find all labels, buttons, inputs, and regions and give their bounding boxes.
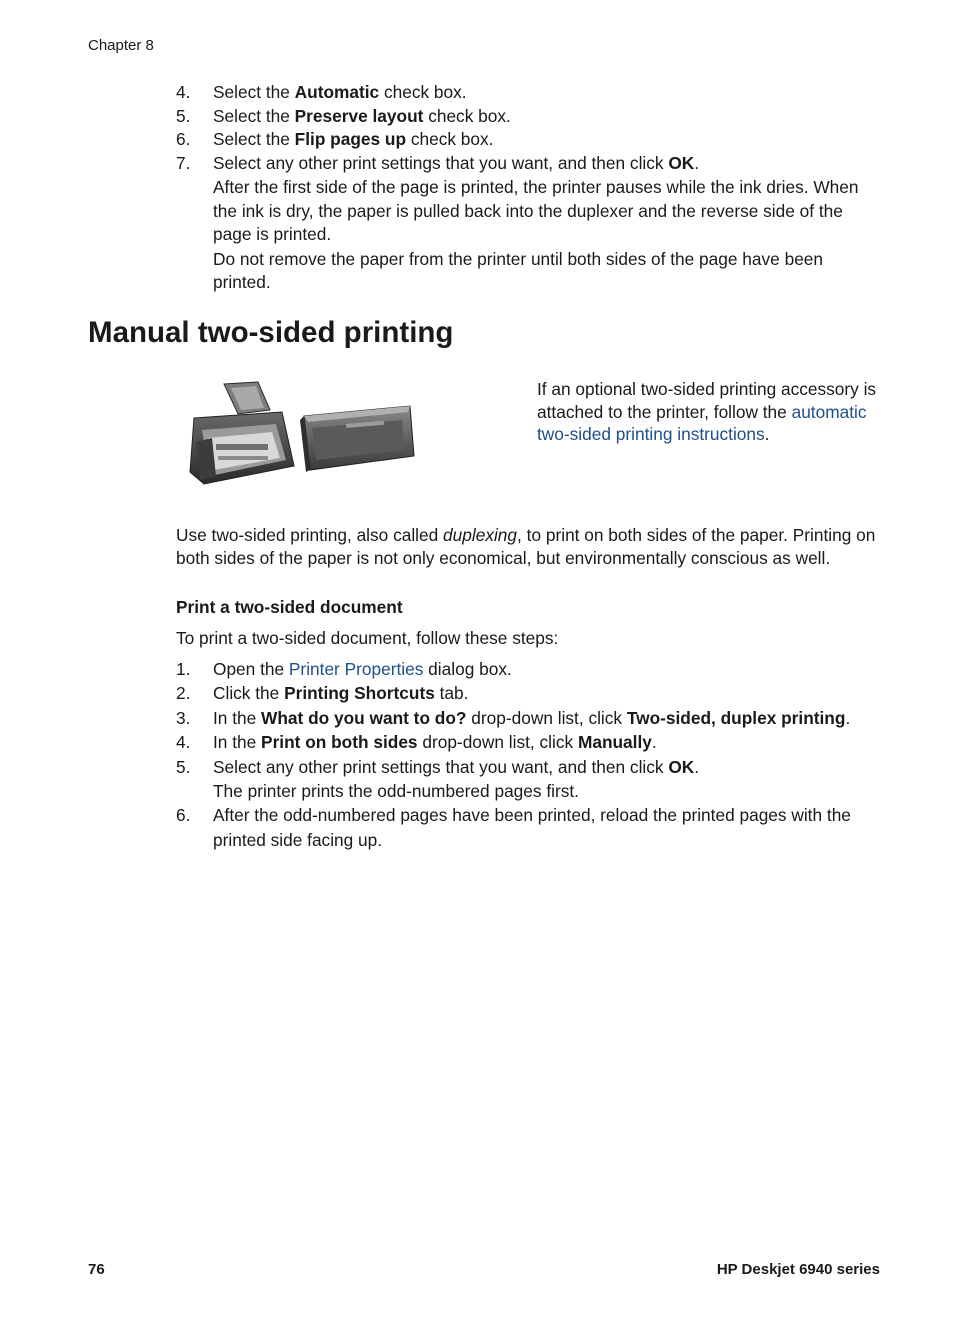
- list-item: 6. Select the Flip pages up check box.: [176, 128, 882, 152]
- page-number: 76: [88, 1261, 105, 1278]
- step-number: 7.: [176, 152, 191, 173]
- step-number: 3.: [176, 707, 191, 728]
- emphasis-term: duplexing: [443, 525, 518, 545]
- top-step-list: [176, 81, 882, 295]
- ui-term: OK: [668, 756, 695, 777]
- step-number: 5.: [176, 105, 191, 126]
- ui-term: Print on both sides: [261, 732, 418, 753]
- step-number: 4.: [176, 82, 191, 102]
- ui-term: OK: [668, 152, 695, 173]
- printer-properties-link[interactable]: Printer Properties: [288, 659, 424, 679]
- ui-term: What do you want to do?: [261, 707, 467, 728]
- ui-term: Printing Shortcuts: [284, 683, 435, 704]
- list-item: 2. Click the Printing Shortcuts tab.: [176, 681, 882, 705]
- list-item: 3. In the What do you want to do? drop-down list, click Two-sided, duplex printing.: [176, 706, 882, 730]
- list-item: 5. Select the Preserve layout check box.: [176, 105, 882, 129]
- step-number: 5.: [176, 756, 191, 777]
- list-item: 5. Select any other print settings that you want, and then click OK. The printer prints the odd-numbered pages first.: [176, 755, 882, 804]
- list-item: 4. In the Print on both sides drop-down list, click Manually.: [176, 730, 882, 754]
- subheading: Print a two-sided document: [176, 597, 403, 617]
- steps-intro: To print a two-sided document, follow these steps:: [176, 628, 559, 648]
- step-note: After the first side of the page is printed, the printer pauses while the ink dries. When the ink is dry, the paper is pulled back into the duplexer and the reverse side of the page is printed.: [213, 177, 859, 244]
- running-head: Chapter 8: [88, 37, 154, 54]
- step-number: 4.: [176, 732, 191, 753]
- list-item: 4. Select the Automatic check box.: [176, 81, 882, 105]
- step-number: 2.: [176, 683, 191, 704]
- step-list: [176, 657, 882, 852]
- ui-term: Two-sided, duplex printing: [626, 707, 846, 728]
- list-item: 7. Select any other print settings that you want, and then click OK. After the first side of the page is printed, the printer pauses while the ink dries. When the ink is dry, the paper is pulled back into the duplexer and the reverse side of the page is printed. Do not remove the paper from the printer until both sides of the page have been printed.: [176, 152, 882, 295]
- step-number: 1.: [176, 659, 191, 679]
- step-note: The printer prints the odd-numbered pages first.: [213, 781, 579, 802]
- intro-paragraph: Use two-sided printing, also called duplexing, to print on both sides of the paper. Printing on both sides of the paper is not only economical, but environmentally conscious as well.: [176, 525, 876, 568]
- step-note: Do not remove the paper from the printer until both sides of the page have been printed.: [213, 248, 824, 292]
- ui-term: Flip pages up: [294, 129, 407, 149]
- step-number: 6.: [176, 805, 191, 826]
- duplexer-accessories-illustration: [186, 380, 418, 490]
- list-item: 1. Open the Printer Properties dialog box.: [176, 657, 882, 681]
- ui-term: Preserve layout: [294, 105, 424, 126]
- automatic-two-sided-link[interactable]: automatic two-sided printing instructions: [537, 401, 867, 444]
- section-heading: Manual two-sided printing: [88, 316, 454, 349]
- product-name: HP Deskjet 6940 series: [716, 1261, 880, 1278]
- step-number: 6.: [176, 129, 191, 149]
- accessory-note: If an optional two-sided printing accessory is attached to the printer, follow the automatic two-sided printing instructions.: [537, 379, 877, 444]
- ui-term: Automatic: [294, 82, 380, 102]
- ui-term: Manually: [577, 732, 652, 753]
- list-item: 6. After the odd-numbered pages have been printed, reload the printed pages with the printed side facing up.: [176, 805, 851, 850]
